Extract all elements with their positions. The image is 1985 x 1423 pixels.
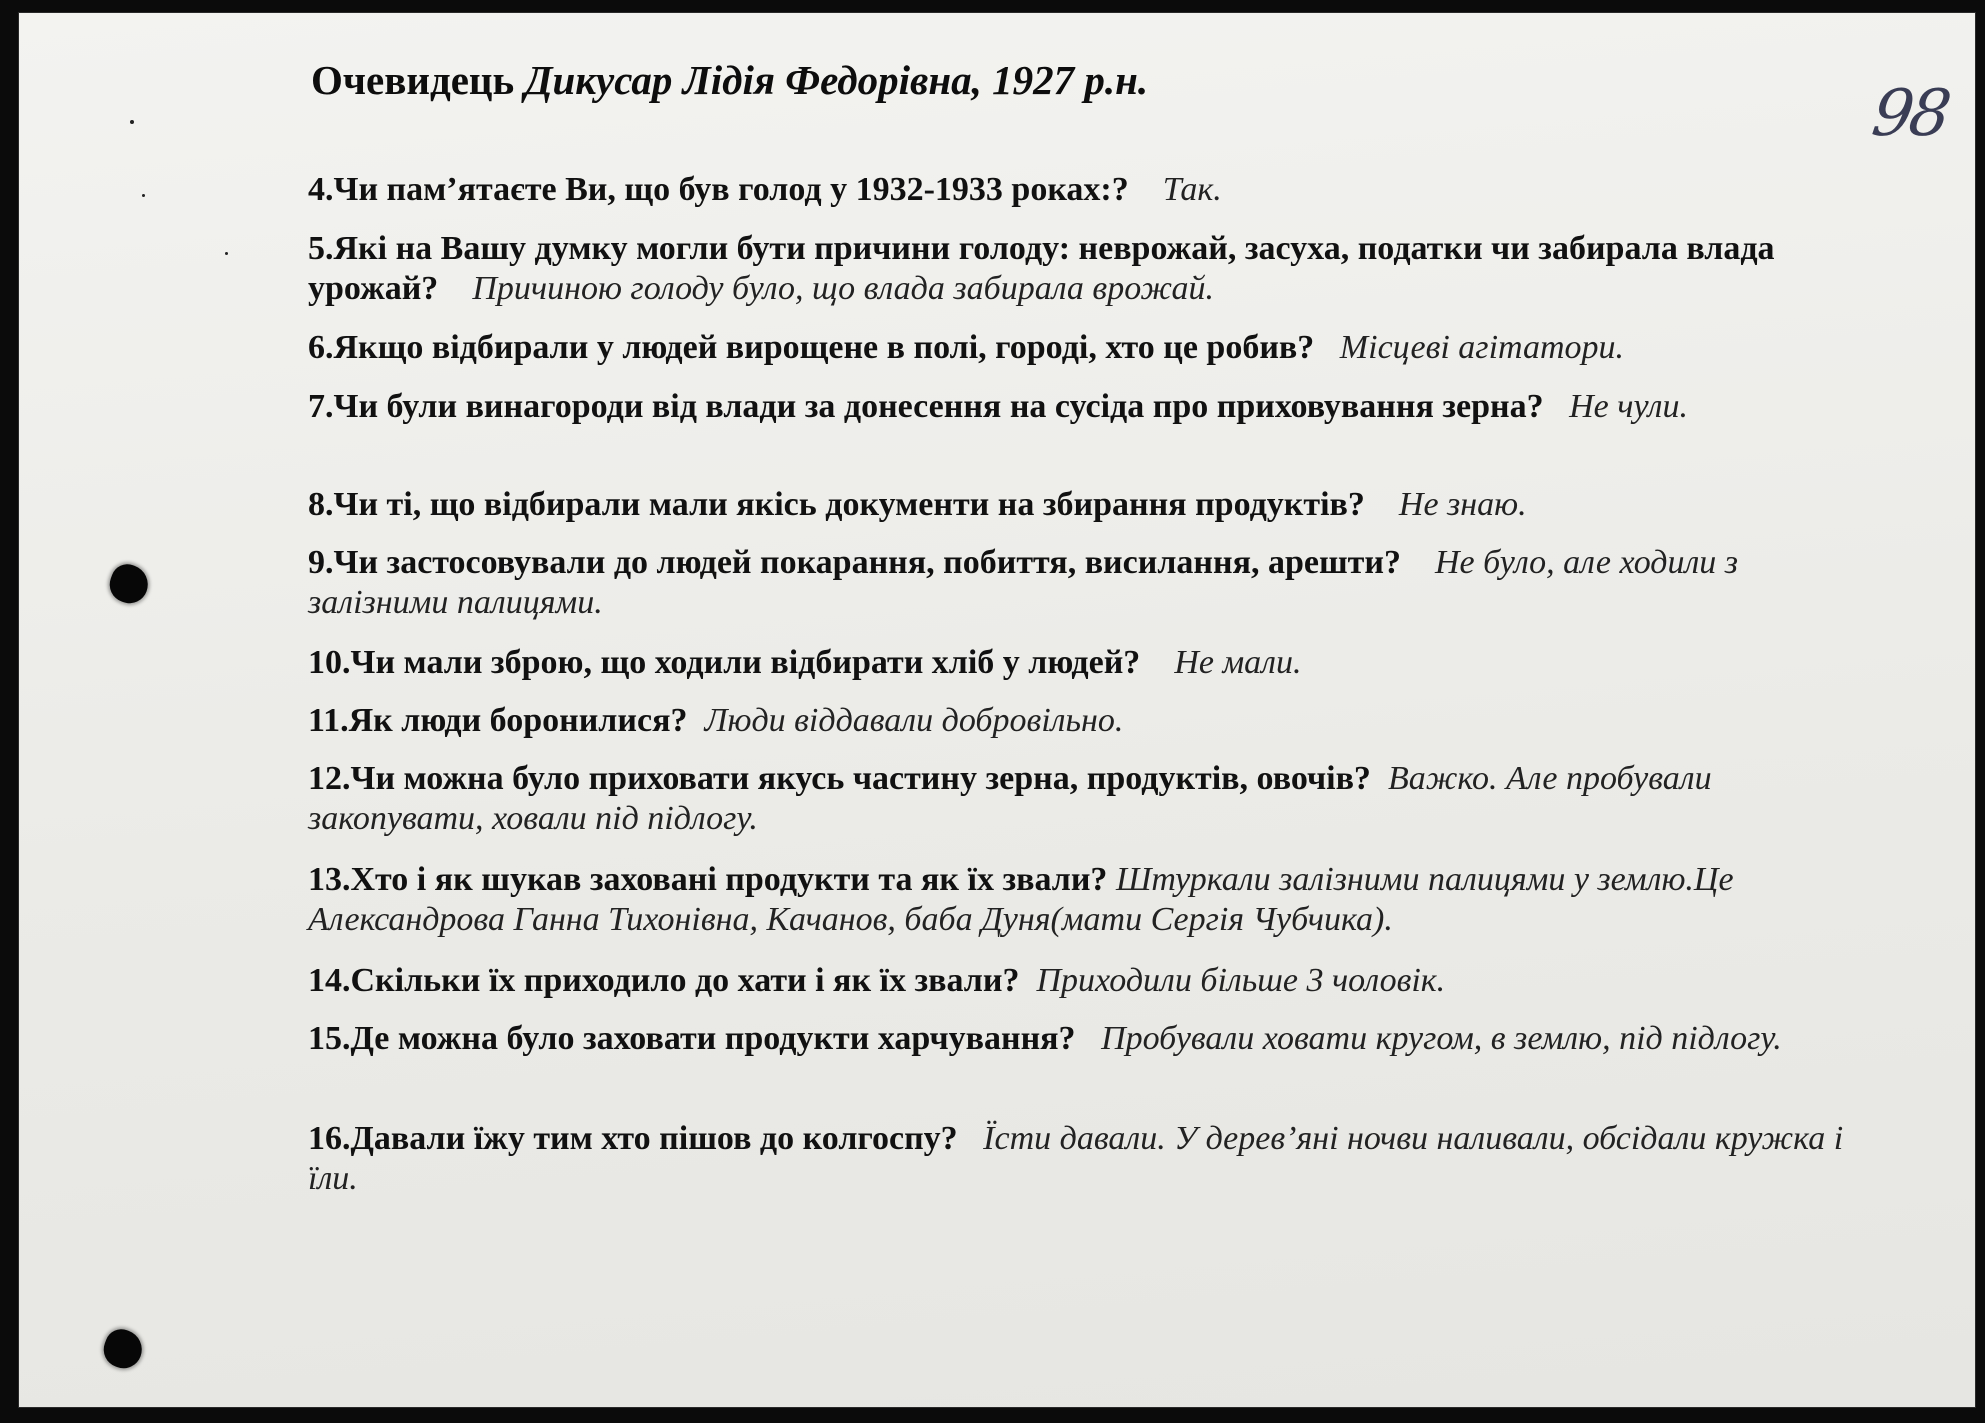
question: 16.Давали їжу тим хто пішов до колгоспу?	[308, 1120, 958, 1157]
answer: Не було, але ходили з залізними палицями.	[308, 544, 1739, 621]
answer: Їсти давали. У дерев’яні ночви наливали, обсідали кружка і їли.	[308, 1120, 1844, 1197]
answer: Місцеві агітатори.	[1339, 329, 1625, 366]
answer: Причиною голоду було, що влада забирала врожай.	[472, 270, 1215, 307]
question: 11.Як люди боронилися?	[308, 702, 688, 739]
qa-item-5	[308, 229, 1868, 309]
document-sheet	[18, 12, 1976, 1408]
title-lead: Очевидець	[311, 57, 515, 103]
answer: Не чули.	[1569, 388, 1688, 425]
qa-item-6	[308, 328, 1868, 368]
question: 12.Чи можна було приховати якусь частину зерна, продуктів, овочів?	[308, 760, 1371, 797]
qa-item-9	[308, 543, 1868, 623]
answer: Приходили більше 3 чоловік.	[1036, 962, 1446, 999]
question: 10.Чи мали зброю, що ходили відбирати хліб у людей?	[308, 644, 1141, 681]
question: 5.Які на Вашу думку могли бути причини голоду: неврожай, засуха, податки чи забирала влада урожай?	[308, 230, 1775, 307]
question: 7.Чи були винагороди від влади за донесення на сусіда про приховування зерна?	[308, 388, 1544, 425]
question: 14.Скільки їх приходило до хати і як їх звали?	[308, 962, 1020, 999]
qa-item-10	[308, 643, 1868, 683]
question: 6.Якщо відбирали у людей вирощене в полі, городі, хто це робив?	[308, 329, 1315, 366]
qa-item-16	[308, 1119, 1868, 1199]
handwritten-page-number: 98	[1867, 77, 1952, 151]
question: 15.Де можна було заховати продукти харчування?	[308, 1020, 1076, 1057]
punch-hole	[105, 560, 154, 609]
qa-item-7	[308, 387, 1868, 427]
answer: Не мали.	[1174, 644, 1302, 681]
answer: Пробували ховати кругом, в землю, під підлогу.	[1101, 1020, 1782, 1057]
question: 4.Чи пам’ятаєте Ви, що був голод у 1932-1933 роках:?	[308, 171, 1129, 208]
answer: Штуркали залізними палицями у землю.Це Александрова Ганна Тихонівна, Качанов, баба Дуня(мати Сергія Чубчика).	[308, 861, 1734, 938]
paper-speck	[142, 194, 145, 197]
page-title	[311, 56, 1148, 106]
title-witness-name: Дикусар Лідія Федорівна, 1927 р.н.	[524, 57, 1149, 103]
qa-item-13	[308, 860, 1868, 940]
answer: Люди віддавали добровільно.	[704, 702, 1124, 739]
answer: Так.	[1162, 171, 1222, 208]
paper-speck	[130, 120, 134, 124]
answer: Не знаю.	[1398, 486, 1527, 523]
paper-speck	[225, 252, 228, 255]
answer: Важко. Але пробували закопувати, ховали під підлогу.	[308, 760, 1712, 837]
qa-item-4	[308, 170, 1868, 210]
qa-item-15	[308, 1019, 1868, 1059]
question: 9.Чи застосовували до людей покарання, побиття, висилання, арешти?	[308, 544, 1401, 581]
qa-item-11	[308, 701, 1868, 741]
question: 8.Чи ті, що відбирали мали якісь документи на збирання продуктів?	[308, 486, 1365, 523]
qa-item-14	[308, 961, 1868, 1001]
punch-hole	[99, 1325, 148, 1374]
qa-item-8	[308, 485, 1868, 525]
qa-item-12	[308, 759, 1868, 839]
question: 13.Хто і як шукав заховані продукти та як їх звали?	[308, 861, 1108, 898]
